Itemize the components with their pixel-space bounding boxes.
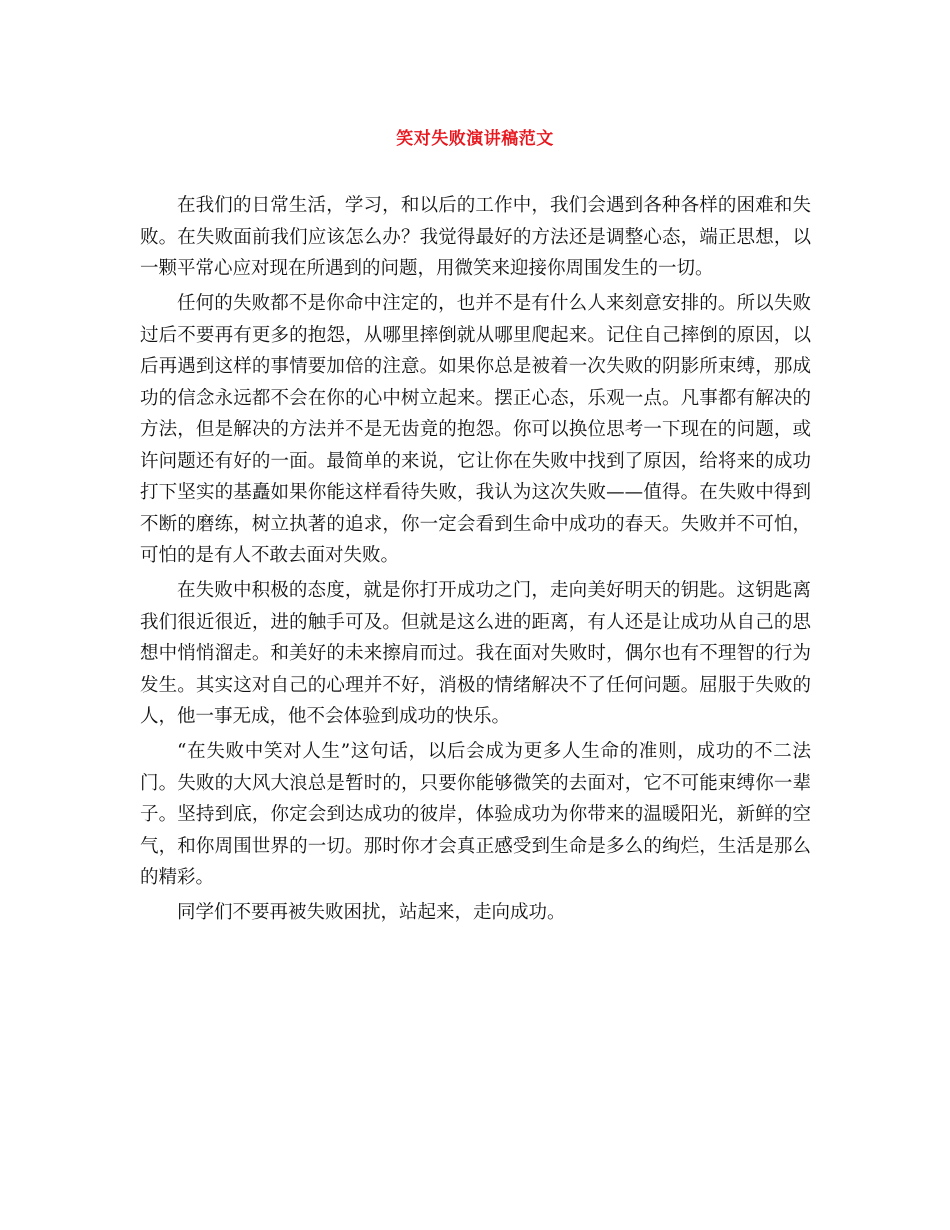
- document-body: [140, 190, 811, 932]
- paragraph-5: 同学们不要再被失败困扰，站起来，走向成功。: [177, 902, 566, 923]
- document-title: 笑对失败演讲稿范文: [396, 129, 554, 149]
- paragraph-1: 在我们的日常生活，学习，和以后的工作中，我们会遇到各种各样的困难和失败。在失败面前我们应该怎么办？我觉得最好的方法还是调整心态，端正思想，以一颗平常心应对现在所遇到的问题，用微笑来迎接你周围发生的一切。: [140, 195, 811, 279]
- paragraph-4: “在失败中笑对人生”这句话，以后会成为更多人生命的准则，成功的不二法门。失败的大风大浪总是暂时的，只要你能够微笑的去面对，它不可能束缚你一辈子。坚持到底，你定会到达成功的彼岸，体验成功为你带来的温暖阳光，新鲜的空气，和你周围世界的一切。那时你才会真正感受到生命是多么的绚烂，生活是那么的精彩。: [140, 741, 811, 888]
- paragraph-2: 任何的失败都不是你命中注定的，也并不是有什么人来刻意安排的。所以失败过后不要再有更多的抱怨，从哪里摔倒就从哪里爬起来。记住自己摔倒的原因，以后再遇到这样的事情要加倍的注意。如果你总是被着一次失败的阴影所束缚，那成功的信念永远都不会在你的心中树立起来。摆正心态，乐观一点。凡事都有解决的方法，但是解决的方法并不是无齿竟的抱怨。你可以换位思考一下现在的问题，或许问题还有好的一面。最简单的来说，它让你在失败中找到了原因，给将来的成功打下坚实的基矗如果你能这样看待失败，我认为这次失败——值得。在失败中得到不断的磨练，树立执著的追求，你一定会看到生命中成功的春天。失败并不可怕，可怕的是有人不敢去面对失败。: [140, 293, 811, 566]
- paragraph-3: 在失败中积极的态度，就是你打开成功之门，走向美好明天的钥匙。这钥匙离我们很近很近，进的触手可及。但就是这么进的距离，有人还是让成功从自己的思想中悄悄溜走。和美好的未来擦肩而过。我在面对失败时，偶尔也有不理智的行为发生。其实这对自己的心理并不好，消极的情绪解决不了任何问题。屈服于失败的人，他一事无成，他不会体验到成功的快乐。: [140, 580, 811, 727]
